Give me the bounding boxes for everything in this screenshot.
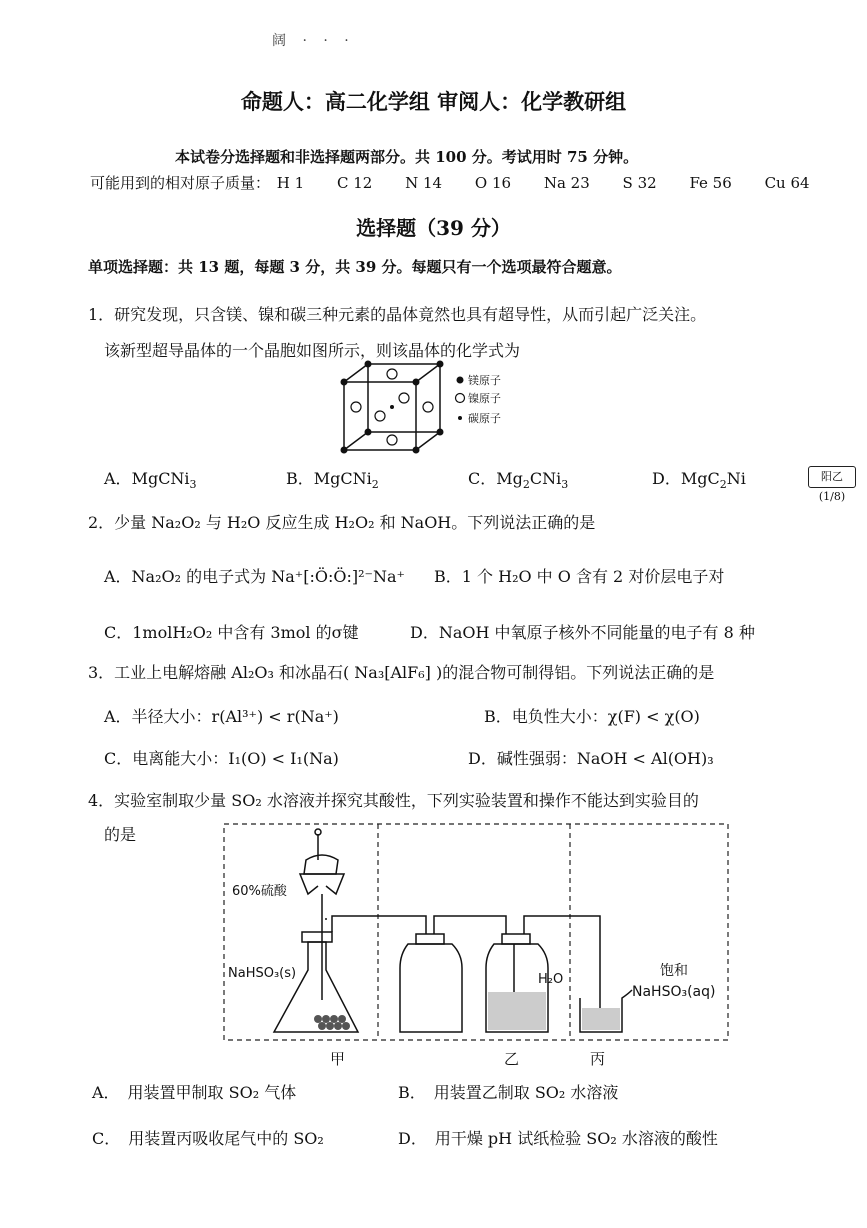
option-formula: Mg <box>496 469 523 488</box>
ni-atom <box>375 411 385 421</box>
atomic-mass-item: C 12 <box>336 174 373 192</box>
atomic-mass-item: S 32 <box>622 174 657 192</box>
legend-c: 碳原子 <box>468 412 501 425</box>
q1-stem-line1: 1．研究发现，只含镁、镍和碳三种元素的晶体竟然也具有超导性，从而引起广泛关注。 <box>88 305 707 324</box>
q2-option-b[interactable]: B．1 个 H₂O 中 O 含有 2 对价层电子对 <box>434 567 725 586</box>
legend-mg: 镁原子 <box>468 374 501 387</box>
label-solid: NaHSO₃(s) <box>228 966 297 981</box>
atomic-mass-label: 可能用到的相对原子质量： <box>90 174 271 192</box>
exam-info: 本试卷分选择题和非选择题两部分。共 100 分。考试用时 75 分钟。 <box>175 148 639 166</box>
ni-atom <box>351 402 361 412</box>
ni-atom <box>423 402 433 412</box>
q1-option-d[interactable] <box>652 466 746 491</box>
label-bing: 丙 <box>590 1050 606 1068</box>
atomic-mass-item: Na 23 <box>543 174 590 192</box>
option-subscript: 3 <box>561 478 569 492</box>
beaker-liquid <box>582 1008 620 1030</box>
ni-atom <box>399 393 409 403</box>
q1-stem-line2: 该新型超导晶体的一个晶胞如图所示，则该晶体的化学式为 <box>104 341 521 360</box>
atomic-mass-item: Fe 56 <box>689 174 732 192</box>
q4-option-b[interactable]: B． 用装置乙制取 SO₂ 水溶液 <box>398 1083 619 1102</box>
label-acid: 60%硫酸 <box>232 884 287 899</box>
bottle-yi-dry <box>400 934 462 1032</box>
q2-option-c[interactable]: C．1molH₂O₂ 中含有 3mol 的σ键 <box>104 623 359 642</box>
q3-option-d[interactable]: D．碱性强弱：NaOH < Al(OH)₃ <box>468 749 714 768</box>
option-label: D． <box>652 469 681 488</box>
option-label: A． <box>104 469 132 488</box>
mg-atom <box>413 379 420 386</box>
q2-option-a[interactable]: A．Na₂O₂ 的电子式为 Na⁺[:Ö:Ö:]²⁻Na⁺ <box>104 567 405 586</box>
c-atom <box>390 405 394 409</box>
atomic-masses <box>90 172 838 193</box>
label-water: H₂O <box>538 972 564 987</box>
ni-atom <box>387 369 397 379</box>
legend-ni: 镍原子 <box>468 392 501 405</box>
atomic-mass-item: H 1 <box>276 174 305 192</box>
section-title: 选择题（39 分） <box>356 216 511 240</box>
label-nahso3-aq: NaHSO₃(aq) <box>632 984 716 1000</box>
atomic-mass-item: Cu 64 <box>764 174 810 192</box>
q1-option-a[interactable] <box>104 466 197 491</box>
label-saturated: 饱和 <box>660 963 688 979</box>
solid-granules <box>314 1015 350 1030</box>
option-formula: MgC <box>680 469 720 488</box>
mg-atom <box>437 429 444 436</box>
option-label: C． <box>468 469 497 488</box>
option-subscript: 2 <box>522 478 530 492</box>
legend-ni-marker <box>456 394 465 403</box>
label-jia: 甲 <box>330 1050 346 1068</box>
q3-stem: 3．工业上电解熔融 Al₂O₃ 和冰晶石( Na₃[AlF₆] )的混合物可制得铝。下列说法正确的是 <box>88 663 715 682</box>
q1-option-b[interactable] <box>286 466 379 491</box>
mg-atom <box>413 447 420 454</box>
mg-atom <box>365 361 372 368</box>
q3-option-a[interactable]: A．半径大小：r(Al³⁺) < r(Na⁺) <box>104 707 339 726</box>
connecting-tubes <box>332 916 600 1020</box>
label-yi: 乙 <box>504 1050 520 1068</box>
mg-atom <box>341 447 348 454</box>
q4-stem-line2: 的是 <box>104 825 137 844</box>
section-instruction: 单项选择题：共 13 题，每题 3 分，共 39 分。每题只有一个选项最符合题意。 <box>88 258 622 276</box>
ni-atom <box>387 435 397 445</box>
q2-option-d[interactable]: D．NaOH 中氧原子核外不同能量的电子有 8 种 <box>410 623 755 642</box>
option-formula: CNi <box>529 469 562 488</box>
q4-option-a[interactable]: A． 用装置甲制取 SO₂ 气体 <box>92 1083 297 1102</box>
legend-mg-marker <box>457 377 464 384</box>
atomic-mass-item: N 14 <box>405 174 443 192</box>
option-formula: MgCNi <box>313 469 372 488</box>
mg-atom <box>341 379 348 386</box>
q3-option-c[interactable]: C．电离能大小：I₁(O) < I₁(Na) <box>104 749 339 768</box>
apparatus-frame <box>224 824 728 1040</box>
mg-atom <box>365 429 372 436</box>
option-label: B． <box>286 469 314 488</box>
top-scribble: 阔 · · · <box>272 33 355 49</box>
q2-stem: 2．少量 Na₂O₂ 与 H₂O 反应生成 H₂O₂ 和 NaOH。下列说法正确的是 <box>88 513 596 532</box>
q4-option-c[interactable]: C． 用装置丙吸收尾气中的 SO₂ <box>92 1129 324 1148</box>
flask-jia <box>274 829 358 1032</box>
mg-atom <box>437 361 444 368</box>
q4-stem-line1: 4．实验室制取少量 SO₂ 水溶液并探究其酸性，下列实验装置和操作不能达到实验目的 <box>88 791 699 810</box>
water-liquid <box>488 992 546 1030</box>
atomic-mass-item: O 16 <box>474 174 512 192</box>
option-subscript: 2 <box>371 478 379 492</box>
option-subscript: 3 <box>189 478 197 492</box>
authors-line: 命题人：高二化学组 审阅人：化学教研组 <box>240 89 627 114</box>
option-formula: Ni <box>726 469 746 488</box>
option-subscript: 2 <box>719 478 727 492</box>
q3-option-b[interactable]: B．电负性大小：χ(F) < χ(O) <box>484 707 700 726</box>
page-stamp: 阳乙(1/8) <box>808 466 856 488</box>
apparatus-diagram <box>218 820 738 1050</box>
q4-option-d[interactable]: D． 用干燥 pH 试纸检验 SO₂ 水溶液的酸性 <box>398 1129 718 1148</box>
option-formula: MgCNi <box>131 469 190 488</box>
legend-c-marker <box>458 416 462 420</box>
q1-option-c[interactable] <box>468 466 568 491</box>
